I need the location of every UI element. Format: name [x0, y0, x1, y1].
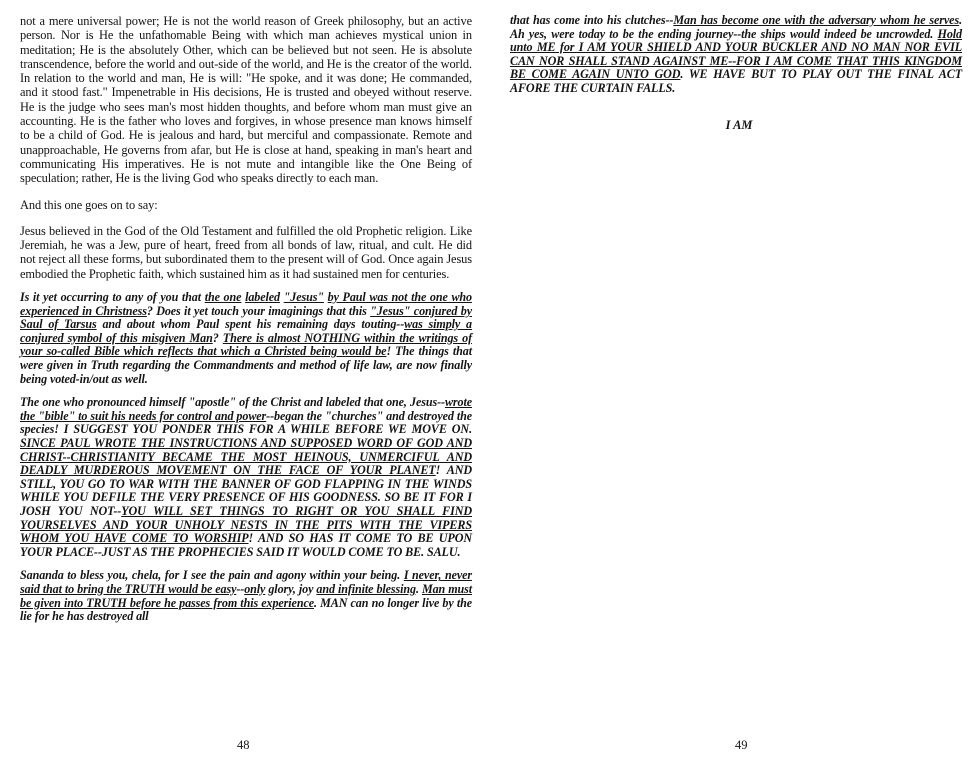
underlined-text: Man must be given into TRUTH before he passes from this experience — [20, 581, 472, 610]
underlined-text: only — [244, 581, 266, 596]
page-number-left: 48 — [237, 738, 250, 752]
underlined-text: "Jesus" — [283, 290, 324, 305]
left-page — [20, 14, 472, 624]
text-run: ? Does it yet touch your imaginings that this — [146, 303, 371, 318]
text-run: ? — [212, 330, 223, 345]
left-para-6 — [20, 569, 472, 623]
underlined-text: YOU WILL SET THINGS TO RIGHT OR YOU SHALL FIND YOURSELVES AND YOUR UNHOLY NESTS IN THE PITS WITH THE VIPERS WHOM YOU HAVE COME TO WORSHIP — [20, 503, 473, 546]
page-number-right: 49 — [735, 738, 748, 752]
text-run: The one who pronounced himself "apostle" of the Christ and labeled that one, Jesus-- — [20, 395, 445, 410]
text-run: Sananda to bless you, chela, for I see the pain and agony within your being. — [20, 568, 404, 583]
left-para-1: not a mere universal power; He is not the world reason of Greek philosophy, but an active person. Nor is He the unfathomable Being with which man achieves mystical union in meditation; He is the absolutely Other, which can be believed but not seen. He is absolute transcendence, before the world and out-side of the world, and He is the creator of the world. In relation to the world and man, He is will: "He spoke, and it was done; He commanded, and it stood fast." Impenetrable in His decisions, He is trusted and obeyed without reserve. He is the judge who sees man's most hidden thoughts, and before whom man must give an accounting. He is the father who loves and forgives, in whose presence man knows himself to be a child of God. He is jealous and hard, but merciful and compassionate. Remote and unapproachable, He governs from afar, but He is close at hand, speaking in man's heart and communicating His imperatives. He is not mute and intangible like the One Being of speculation; rather, He is the living God who speaks directly to each man. — [20, 14, 472, 186]
left-para-3: Jesus believed in the God of the Old Testament and fulfilled the old Prophetic religion. Like Jeremiah, he was a Jew, pure of heart, freed from all bonds of law, ritual, and cult. He did not reject all these forms, but subordinated them to the present will of God. Once again Jesus embodied the Prophetic faith, which sustained him as it had sustained men for centuries. — [20, 223, 472, 281]
text-run: . WE HAVE BUT TO PLAY OUT THE FINAL ACT AFORE THE CURTAIN FALLS. — [510, 67, 962, 95]
left-para-5 — [20, 396, 472, 559]
underlined-text: labeled — [245, 290, 280, 305]
text-run: --began the "churches" and destroyed the species! I SUGGEST YOU PONDER THIS FOR A WHILE BEFORE WE MOVE ON. — [20, 408, 472, 437]
right-page — [510, 14, 962, 133]
text-run: -- — [236, 581, 245, 596]
text-run: and about whom Paul spent his remaining days touting-- — [96, 317, 405, 332]
underlined-text: Man has become one with the adversary whom he serves — [673, 13, 960, 27]
text-run: . MAN can no longer live by the lie for he has destroyed all — [20, 595, 472, 624]
text-run: ! The things that were given in Truth regarding the Commandments and method of life law, are now finally being voted-in/out as well. — [20, 344, 472, 386]
underlined-text: I never, never said that to bring the TRUTH would be easy — [20, 568, 472, 596]
underlined-text: There is almost NOTHING within the writings of your so-called Bible which reflects that which a Christed being would be — [20, 330, 472, 359]
underlined-text: SINCE PAUL WROTE THE INSTRUCTIONS AND SUPPOSED WORD OF GOD AND CHRIST--CHRISTIANITY BECAME THE MOST HEINOUS, UNMERCIFUL AND DEADLY MURDEROUS MOVEMENT ON THE FACE OF YOUR PLANET — [20, 435, 472, 478]
right-para-1 — [510, 14, 962, 96]
underlined-text: "Jesus" conjured by Saul of Tarsus — [20, 303, 472, 332]
underlined-text: and infinite blessing — [316, 581, 416, 596]
text-run: . Ah yes, were today to be the ending journey--the ships would indeed be uncrowded. — [510, 13, 962, 41]
left-para-2: And this one goes on to say: — [20, 197, 158, 212]
underlined-text: Hold unto ME for I AM YOUR SHIELD AND YOUR BUCKLER AND NO MAN NOR EVIL CAN NOR SHALL STAND AGAINST ME--FOR I AM COME THAT THIS KINGDOM BE COME AGAIN UNTO GOD — [510, 26, 962, 82]
text-run: ! AND SO HAS IT COME TO BE UPON YOUR PLACE--JUST AS THE PROPHECIES SAID IT WOULD COME TO BE. SALU. — [20, 531, 472, 559]
signature: I AM — [725, 117, 753, 132]
text-run: Is it yet occurring to any of you that — [20, 290, 205, 305]
left-para-4 — [20, 291, 472, 386]
text-run: . — [415, 581, 422, 596]
text-run: that has come into his clutches-- — [510, 13, 674, 27]
underlined-text: by Paul was not the one who experienced in Christness — [20, 290, 472, 318]
text-run: glory, joy — [265, 581, 317, 596]
text-run: ! AND STILL, YOU GO TO WAR WITH THE BANNER OF GOD FLAPPING IN THE WINDS WHILE YOU DEFILE THE VERY PRESENCE OF HIS GOODNESS. SO BE IT FOR I JOSH YOU NOT-- — [20, 463, 472, 518]
underlined-text: the one — [204, 290, 242, 305]
underlined-text: was simply a conjured symbol of this misgiven Man — [20, 317, 473, 345]
underlined-text: wrote the "bible" to suit his needs for control and power — [20, 395, 472, 423]
